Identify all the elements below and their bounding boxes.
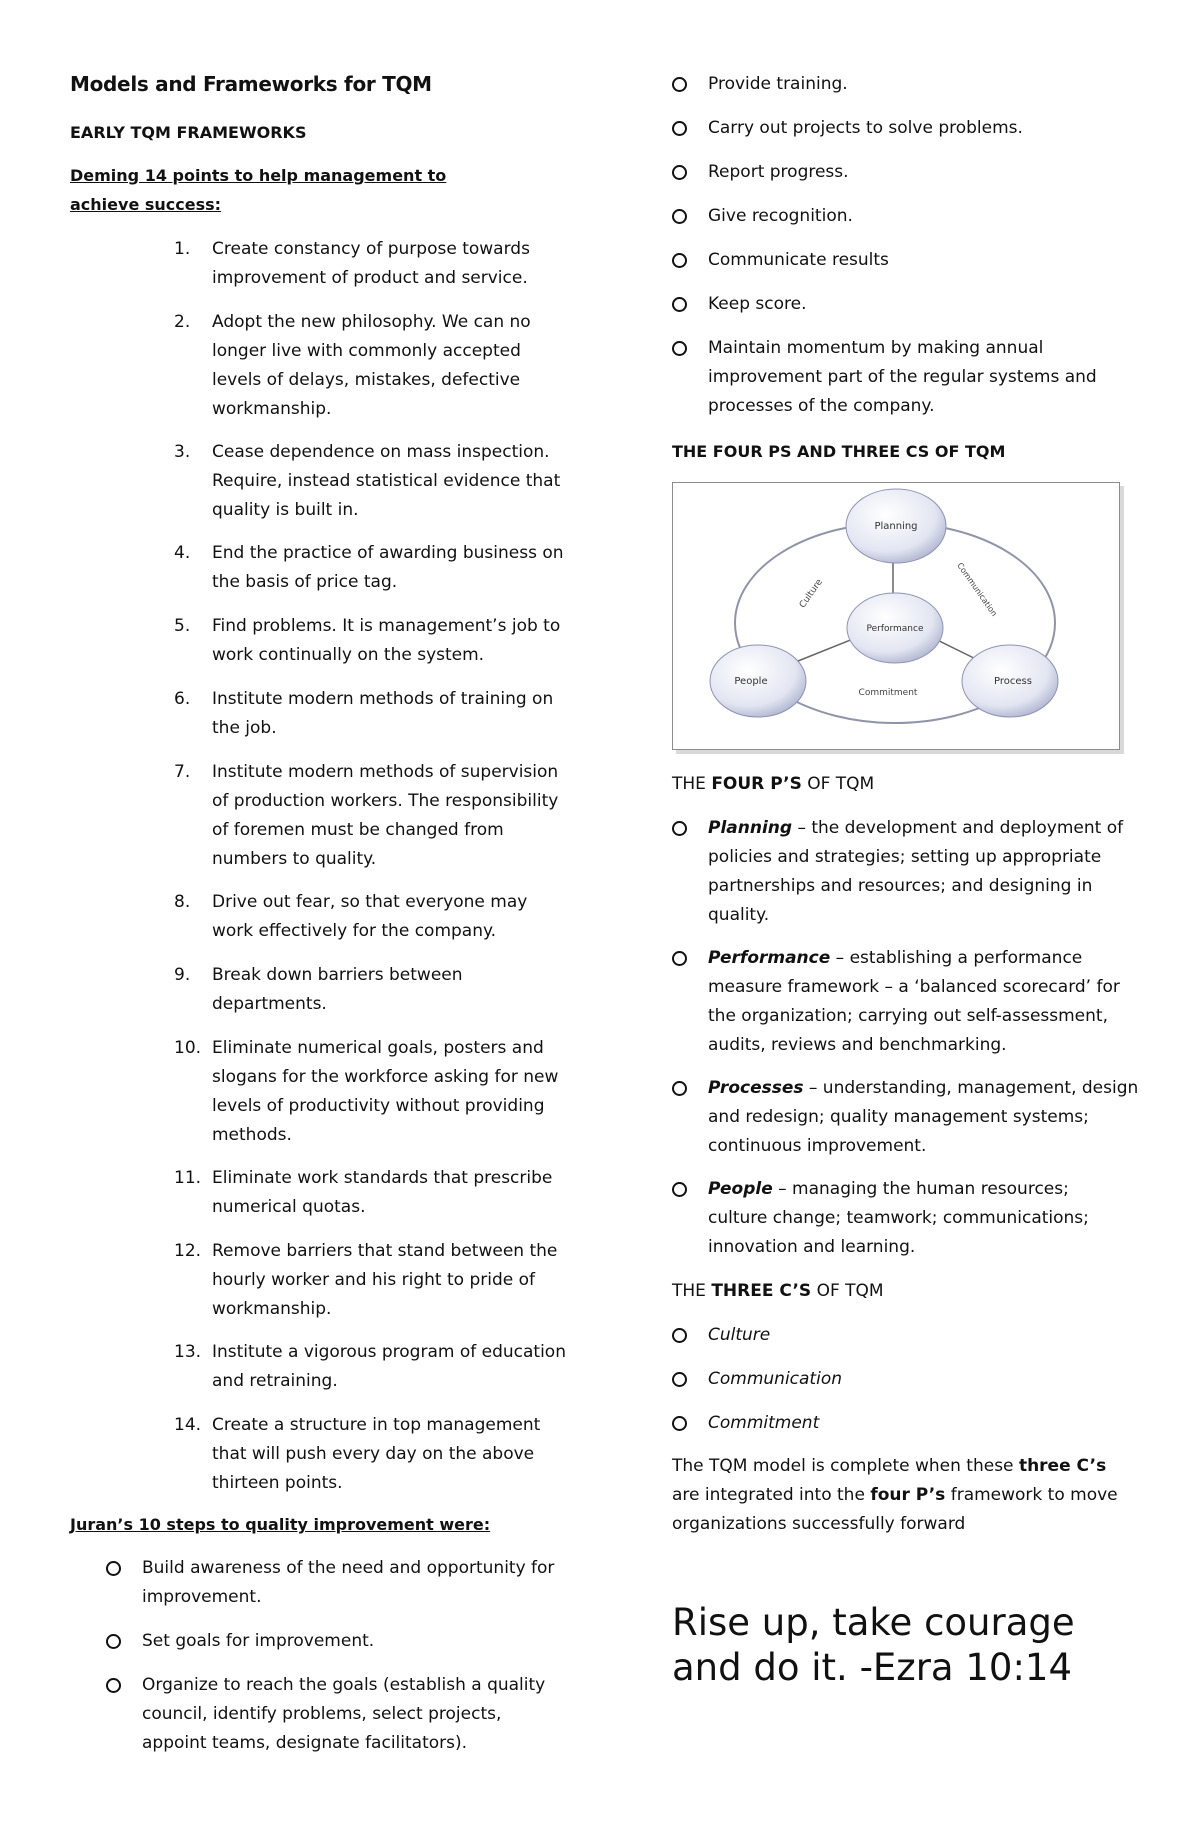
- process-label: Process: [994, 676, 1032, 687]
- bullet-circle-icon: [672, 165, 687, 180]
- performance-label: Performance: [866, 624, 924, 634]
- bullet-circle-icon: [672, 297, 687, 312]
- bullet-circle-icon: [672, 77, 687, 92]
- bullet-circle-icon: [672, 121, 687, 136]
- four-ps-three-cs-heading: THE FOUR PS AND THREE CS OF TQM: [672, 442, 1006, 461]
- document-title: Models and Frameworks for TQM: [70, 72, 432, 96]
- people-label: People: [734, 676, 768, 687]
- scripture-quote: Rise up, take courage and do it. -Ezra 10:14: [672, 1601, 1075, 1689]
- planning-label: Planning: [874, 521, 918, 532]
- bullet-circle-icon: [672, 1416, 687, 1431]
- bullet-circle-icon: [672, 1372, 687, 1387]
- culture-label: Culture: [797, 577, 825, 611]
- conclusion-paragraph: The TQM model is complete when these three C’s are integrated into the four P’s framework to move organizations successfully forward: [672, 1456, 1118, 1534]
- four-ps-heading: THE FOUR P’S OF TQM: [672, 774, 875, 794]
- bullet-circle-icon: [672, 253, 687, 268]
- communication-label: Communication: [955, 561, 999, 618]
- juran-heading: Juran’s 10 steps to quality improvement were:: [70, 1515, 491, 1534]
- bullet-circle-icon: [672, 951, 687, 966]
- bullet-circle-icon: [672, 1182, 687, 1197]
- tqm-model-diagram: [672, 482, 1120, 750]
- bullet-circle-icon: [672, 341, 687, 356]
- bullet-circle-icon: [106, 1561, 121, 1576]
- bullet-circle-icon: [106, 1634, 121, 1649]
- bullet-circle-icon: [672, 821, 687, 836]
- commitment-label: Commitment: [858, 688, 918, 698]
- deming-heading: Deming 14 points to help management to achieve success:: [70, 166, 447, 214]
- bullet-circle-icon: [672, 1081, 687, 1096]
- early-frameworks-heading: EARLY TQM FRAMEWORKS: [70, 123, 307, 142]
- three-cs-heading: THE THREE C’S OF TQM: [672, 1281, 884, 1301]
- bullet-circle-icon: [672, 1328, 687, 1343]
- tqm-diagram-svg: [673, 483, 1119, 749]
- bullet-circle-icon: [672, 209, 687, 224]
- bullet-circle-icon: [106, 1678, 121, 1693]
